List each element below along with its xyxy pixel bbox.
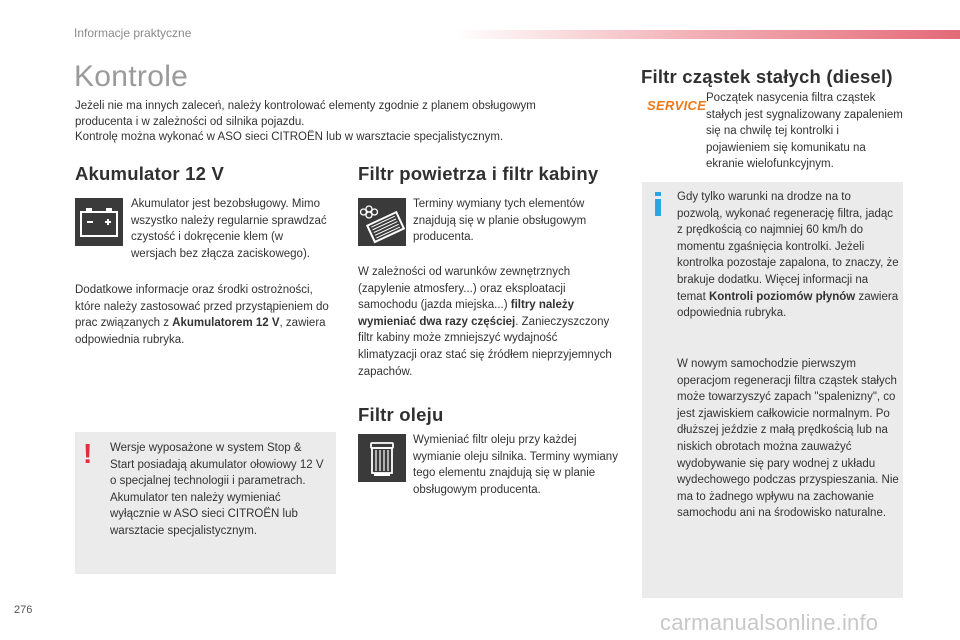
particle-info-post: zawiera odpowiednia rubryka. (677, 290, 899, 320)
particle-info-bold: Kontroli poziomów płynów (708, 290, 856, 303)
header-accent-bar (455, 30, 960, 39)
page-title: Kontrole (74, 60, 189, 93)
intro-line-2: producenta i w zależności od silnika pojazdu. (75, 115, 305, 128)
battery-heading: Akumulator 12 V (75, 163, 224, 184)
battery-info-bold: Akumulatorem 12 V (172, 317, 280, 330)
air-filter-text-post: . Zanieczyszczony filtr kabiny może zmniejszyć wydajność klimatyzacji oraz stać się źródłem nieprzyjemnych zapachów. (358, 315, 612, 378)
watermark: carmanualsonline.info (660, 610, 879, 635)
particle-info-pre: Gdy tylko warunki na drodze na to pozwolą, wykonać regenerację filtra, jadąc z prędkością co najmniej 60 km/h do momentu zgaśnięcia kontrolki. Jeżeli kontrolka pozostaje zapalona, to znaczy, że brakuje dodatku. Więcej informacji na temat (677, 191, 899, 303)
particle-filter-info-box (642, 182, 903, 598)
oil-filter-heading: Filtr oleju (358, 404, 444, 425)
info-icon (654, 192, 662, 216)
battery-icon-text: Akumulator jest bezobsługowy. Mimo wszystko należy regularnie sprawdzać czystość i dokręcenie klem (w wersjach bez złącza zaciskowego). (131, 198, 327, 260)
air-filter-text-pre: W zależności od warunków zewnętrznych (zapylenie atmosfery...) oraz eksploatacji samochodu (jazda miejska...) (358, 266, 571, 312)
intro-text (75, 99, 595, 146)
battery-info (75, 282, 337, 348)
service-text: Początek nasycenia filtra cząstek stałych jest sygnalizowany zapaleniem się na chwilę tej kontrolki i pojawieniem się komunikatu na ekranie wielofunkcyjnym. (706, 92, 903, 171)
warning-icon: ! (83, 438, 93, 469)
battery-warning-box (75, 432, 336, 574)
battery-info-post: , zawiera odpowiednia rubryka. (75, 317, 326, 346)
air-filter-icon-text: Terminy wymiany tych elementów znajdują się w planie obsługowym producenta. (413, 198, 587, 244)
oil-filter-icon-text: Wymieniać filtr oleju przy każdej wymianie oleju silnika. Terminy wymiany tego elementu znajdują się w planie obsługowym producenta. (413, 434, 618, 496)
air-filter-heading: Filtr powietrza i filtr kabiny (358, 163, 599, 184)
battery-info-pre: Dodatkowe informacje oraz środki ostrożności, które należy zastosować przed przystąpieniem do prac związanych z (75, 284, 329, 330)
air-filter-icon (358, 198, 406, 246)
particle-filter-note: W nowym samochodzie pierwszym operacjom regeneracji filtra cząstek stałych może towarzyszyć zapach "spalenizny", co jest zjawiskiem całkowicie normalnym. Po dłuższej jeździe z małą prędkością lub na niskich obrotach można zauważyć wydobywanie się pary wodnej z układu wydechowego podczas przyspieszania. Nie ma to żadnego wpływu na zachowanie samochodu ani na środowisko naturalne. (677, 358, 899, 520)
intro-line-1: Jeżeli nie ma innych zaleceń, należy kontrolować elementy zgodnie z planem obsługowym (75, 100, 536, 112)
oil-filter-icon (358, 434, 406, 482)
page-number: 276 (14, 604, 33, 616)
air-filter-text-bold: filtry należy wymieniać dwa razy częściej (358, 299, 575, 328)
service-warning-icon: SERVICE (647, 98, 707, 113)
battery-icon (75, 198, 123, 246)
battery-warning-text: Wersje wyposażone w system Stop & Start posiadają akumulator ołowiowy 12 V o specjalnej technologii i parametrach. Akumulator ten należy wymieniać wyłącznie w ASO sieci CITROËN lub warsztacie specjalistycznym. (110, 442, 324, 537)
intro-line-3: Kontrolę można wykonać w ASO sieci CITROËN lub w warsztacie specjalistycznym. (75, 131, 504, 143)
section-header: Informacje praktyczne (74, 26, 192, 40)
particle-filter-info (677, 189, 899, 322)
particle-filter-heading: Filtr cząstek stałych (diesel) (641, 66, 893, 87)
air-filter-text (358, 264, 618, 380)
